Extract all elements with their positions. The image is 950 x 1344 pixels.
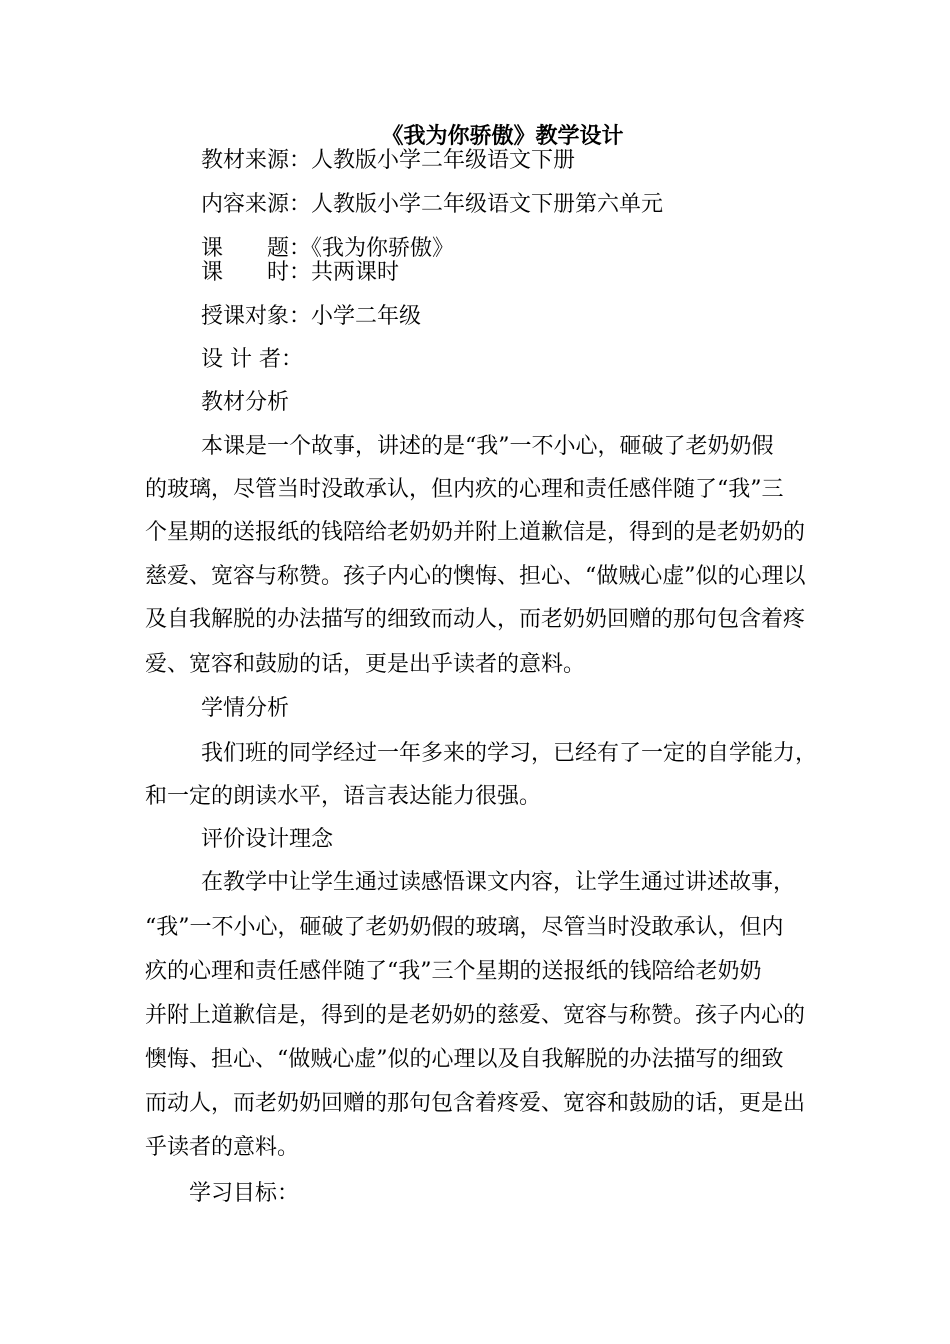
paragraph-line: 及自我解脱的办法描写的细致而动人，而老奶奶回赠的那句包含着疼: [145, 607, 806, 632]
document-title: 《我为你骄傲》教学设计: [381, 123, 624, 149]
textbook-source: 教材来源：人教版小学二年级语文下册: [201, 148, 576, 173]
paragraph-line: 个星期的送报纸的钱陪给老奶奶并附上道歉信是，得到的是老奶奶的: [145, 520, 806, 545]
lesson-hours: 课 时：共两课时: [201, 260, 400, 285]
paragraph-line: 爱、宽容和鼓励的话，更是出乎读者的意料。: [145, 652, 586, 677]
paragraph-line: 在教学中让学生通过读感悟课文内容，让学生通过讲述故事，: [201, 870, 796, 895]
section-heading-evaluation-concept: 评价设计理念: [201, 827, 334, 852]
paragraph-line: 和一定的朗读水平，语言表达能力很强。: [145, 784, 542, 809]
paragraph-line: 的玻璃，尽管当时没敢承认，但内疚的心理和责任感伴随了“我”三: [145, 477, 784, 502]
paragraph-line: 懊悔、担心、“做贼心虚”似的心理以及自我解脱的办法描写的细致: [145, 1047, 784, 1072]
lesson-topic: 课 题：《我为你骄傲》: [201, 236, 455, 261]
paragraph-line: “我”一不小心，砸破了老奶奶假的玻璃，尽管当时没敢承认，但内: [145, 915, 784, 940]
section-heading-learning-goals: 学习目标：: [189, 1181, 300, 1206]
designer: 设 计 者：: [201, 347, 303, 372]
paragraph-line: 我们班的同学经过一年多来的学习，已经有了一定的自学能力，: [201, 741, 818, 766]
section-heading-student-analysis: 学情分析: [201, 696, 290, 721]
paragraph-line: 乎读者的意料。: [145, 1135, 300, 1160]
paragraph-line: 慈爱、宽容与称赞。孩子内心的懊悔、担心、“做贼心虚”似的心理以: [145, 564, 806, 589]
section-heading-textbook-analysis: 教材分析: [201, 390, 290, 415]
audience: 授课对象：小学二年级: [201, 304, 422, 329]
paragraph-line: 并附上道歉信是，得到的是老奶奶的慈爱、宽容与称赞。孩子内心的: [145, 1003, 806, 1028]
paragraph-line: 而动人，而老奶奶回赠的那句包含着疼爱、宽容和鼓励的话，更是出: [145, 1091, 806, 1116]
paragraph-line: 本课是一个故事，讲述的是“我”一不小心，砸破了老奶奶假: [201, 434, 774, 459]
paragraph-line: 疚的心理和责任感伴随了“我”三个星期的送报纸的钱陪给老奶奶: [145, 959, 762, 984]
content-source: 内容来源：人教版小学二年级语文下册第六单元: [201, 192, 664, 217]
